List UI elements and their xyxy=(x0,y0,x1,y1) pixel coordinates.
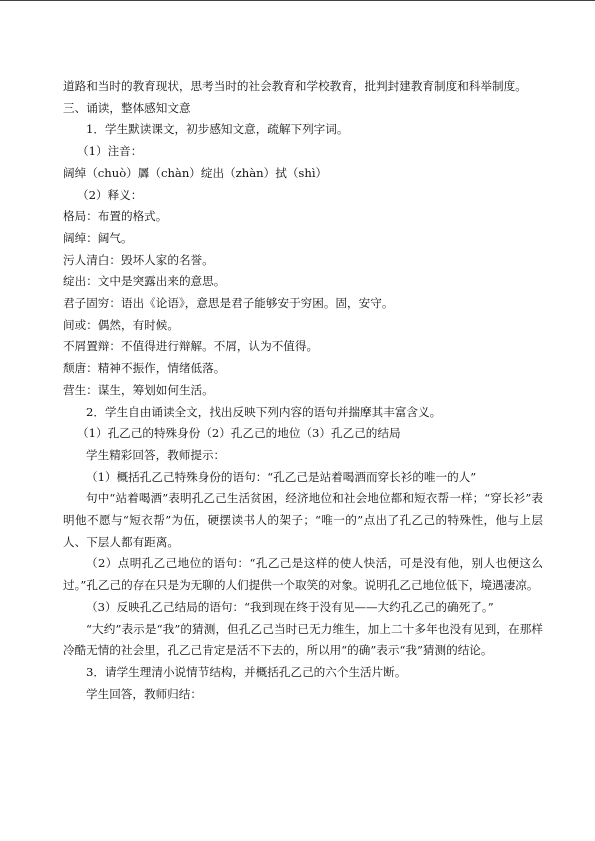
definition-line: 阔绰：阔气。 xyxy=(63,230,133,245)
text-line: 学生精彩回答，教师提示： xyxy=(86,447,226,462)
definition-line: 不屑置辩：不值得进行辩解。不屑，认为不值得。 xyxy=(63,339,319,354)
definition-line: 污人清白：毁坏人家的名誉。 xyxy=(63,252,214,267)
paragraph: “大约”表示是“我”的猜测，但孔乙己当时已无力维生，加上二十多年也没有见到，在那样冷酷无情的社会里，孔乙己肯定是活不下去的，所以用“的确”表示“我”猜测的结论。 xyxy=(63,621,543,658)
document-body xyxy=(63,76,543,705)
definition-line: 格局：布置的格式。 xyxy=(63,209,168,224)
text-line: 阔绰（chuò）羼（chàn）绽出（zhàn）拭（shì） xyxy=(63,165,328,180)
text-line: 3．请学生理清小说情节结构，并概括孔乙己的六个生活片断。 xyxy=(86,664,407,679)
section-heading: 三、诵读，整体感知文意 xyxy=(63,100,191,115)
page-top-rule xyxy=(0,0,595,1)
definition-line: 颓唐：精神不振作，情绪低落。 xyxy=(63,361,226,376)
text-line: 2．学生自由诵读全文，找出反映下列内容的语句并揣摩其丰富含义。 xyxy=(86,404,442,419)
paragraph: （2）点明孔乙己地位的语句：“孔乙己是这样的使人快活，可是没有他，别人也便这么过。”孔乙己的存在只是为无聊的人们提供一个取笑的对象。说明孔乙己地位低下，境遇凄凉。 xyxy=(63,556,543,593)
text-line: （2）释义： xyxy=(77,187,143,202)
definition-line: 君子固穷：语出《论语》，意思是君子能够安于穷困。固，安守。 xyxy=(63,296,394,311)
text-line: （1）注音： xyxy=(77,144,143,159)
text-line: 道路和当时的教育现状，思考当时的社会教育和学校教育，批判封建教育制度和科举制度。 xyxy=(63,79,527,93)
text-line: （1）概括孔乙己特殊身份的语句：“孔乙己是站着喝酒而穿长衫的唯一的人” xyxy=(86,469,477,484)
text-line: （3）反映孔乙己结局的语句：“我到现在终于没有见——大约孔乙己的确死了。” xyxy=(86,599,494,614)
text-line: 学生回答，教师归结： xyxy=(86,686,202,701)
definition-line: 间或：偶然，有时候。 xyxy=(63,317,179,332)
definition-line: 营生：谋生，筹划如何生活。 xyxy=(63,382,214,397)
text-line: 1．学生默读课文，初步感知文意，疏解下列字词。 xyxy=(86,122,349,137)
text-line: （1）孔乙己的特殊身份（2）孔乙己的地位（3）孔乙己的结局 xyxy=(77,426,401,441)
definition-line: 绽出：文中是突露出来的意思。 xyxy=(63,274,226,289)
paragraph: 句中“站着喝酒”表明孔乙己生活贫困，经济地位和社会地位都和短衣帮一样；“穿长衫”表明他不愿与“短衣帮”为伍，硬摆读书人的架子；“唯一的”点出了孔乙己的特殊性，他与上层人、下层人都有距离。 xyxy=(63,491,543,549)
